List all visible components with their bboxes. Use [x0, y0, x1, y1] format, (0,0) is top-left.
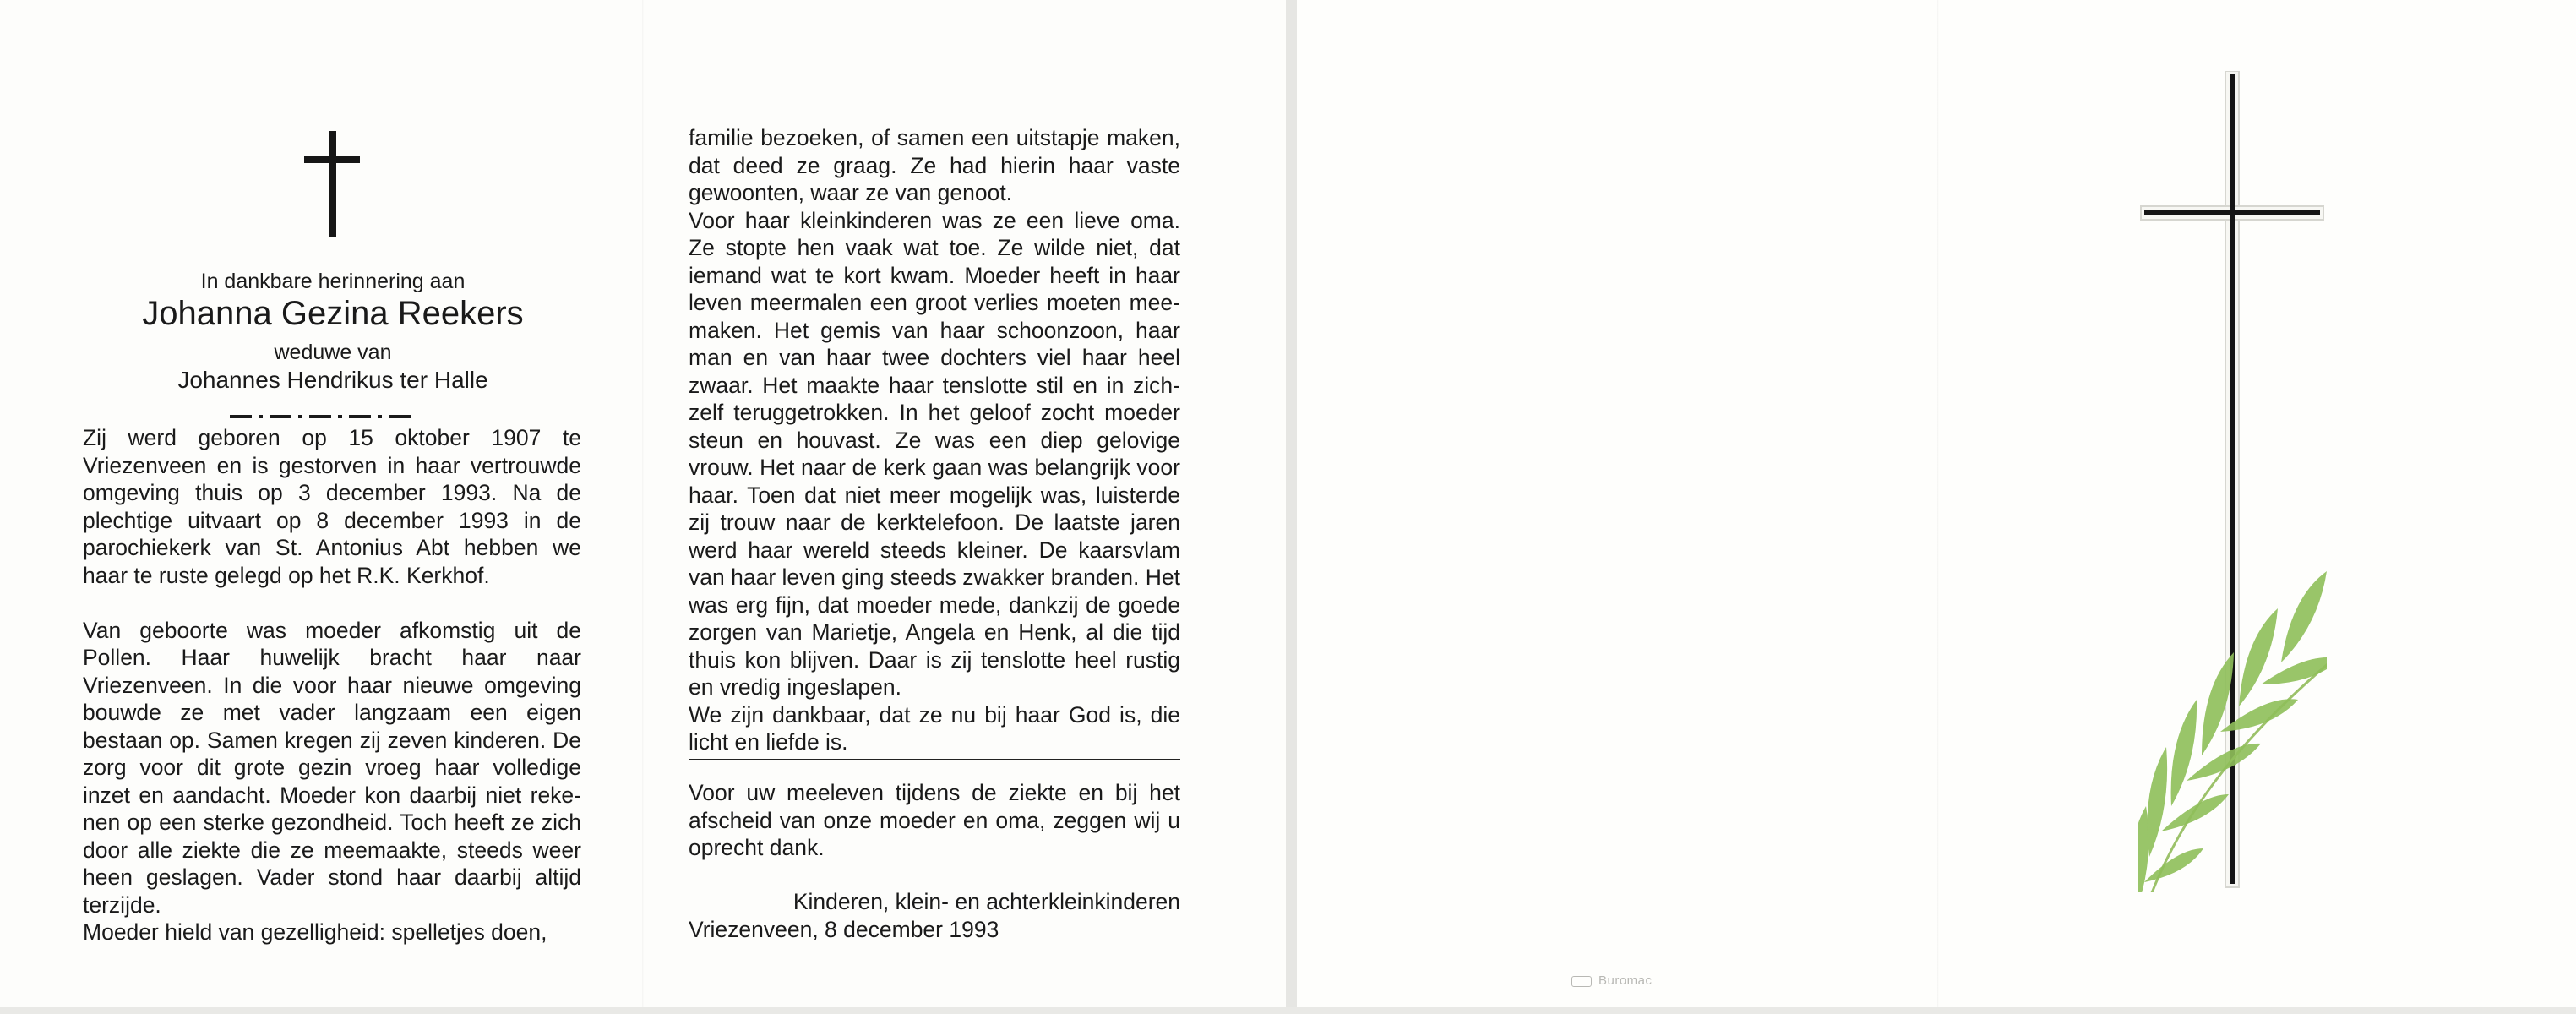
publisher-name: Buromac	[1598, 973, 1653, 988]
paragraph-gratitude: We zijn dankbaar, dat ze nu bij haar God is, die licht en liefde is.	[689, 701, 1180, 755]
cross-icon	[304, 131, 360, 237]
text-column-right	[689, 124, 1180, 756]
paragraph-birth: Zij werd geboren op 15 oktober 1907 te Vriezenveen en is gestorven in haar vertrouwde omgeving thuis op 3 december 1993. Na de plechtige uitvaart op 8 december 1993 in de parochiekerk van St. Antonius Abt hebben we haar te ruste gelegd op het R.K. Kerkhof.	[83, 425, 581, 588]
husband-name: Johannes Hendrikus ter Halle	[177, 367, 488, 393]
text-column-left	[83, 424, 581, 946]
widow-of-line: weduwe van	[274, 341, 392, 364]
cross-with-palm-icon	[2138, 71, 2327, 892]
intro-line: In dankbare herinnering aan	[200, 270, 466, 293]
publisher-mark	[1571, 973, 1653, 988]
paragraph-hobbies-end: familie bezoeken, of samen een uitstapje maken, dat deed ze graag. Ze had hierin haar vaste gewoonten, waar ze van genoot.	[689, 125, 1180, 205]
outer-fold	[1937, 0, 1939, 1007]
signature: Kinderen, klein- en achterkleinkinderen	[792, 889, 1180, 914]
divider-ornament	[230, 409, 433, 414]
place-date: Vriezenveen, 8 december 1993	[689, 917, 999, 942]
inner-fold	[642, 0, 644, 1007]
publisher-logo-icon	[1571, 976, 1592, 987]
deceased-name: Johanna Gezina Reekers	[142, 295, 524, 332]
paragraph-grandchildren: Voor haar kleinkinderen was ze een lieve oma. Ze stopte hen vaak wat toe. Ze wilde niet, dat iemand wat te kort kwam. Moeder heeft in haar leven meermalen een groot verlies moeten mee-maken. Het gemis van haar schoonzoon, haar man en van haar twee dochters viel haar heel zwaar. Het maakte haar tenslotte stil en in zich-zelf teruggetrokken. In het geloof zocht moeder steun en houvast. Ze was een diep gelovige vrouw. Het naar de kerk gaan was belangrijk voor haar. Toen dat niet meer mogelijk was, luisterde zij trouw naar de kerktelefoon. De laatste jaren werd haar wereld steeds kleiner. De kaarsvlam van haar leven ging steeds zwakker branden. Het was erg fijn, dat moeder mede, dankzij de goede zorgen van Marietje, Angela en Henk, al die tijd thuis kon blijven. Daar is zij tenslotte heel rustig en vredig ingeslapen.	[689, 207, 1180, 700]
paragraph-life: Van geboorte was moeder afkomstig uit de Pollen. Haar huwelijk bracht haar naar Vriezenveen. In die voor haar nieuwe omgeving bouwde ze met vader langzaam een eigen bestaan op. Samen kregen zij zeven kinderen. De zorg voor dit grote gezin vroeg haar volledige inzet en aandacht. Moeder kon daarbij niet reke-nen op een sterke gezondheid. Toch heeft ze zich door alle ziekte die ze meemaakte, steeds weer heen geslagen. Vader stond haar daarbij altijd terzijde.	[83, 617, 581, 918]
paragraph-hobbies-start: Moeder hield van gezelligheid: spelletjes doen,	[83, 919, 547, 945]
divider-line	[689, 759, 1180, 760]
outer-card	[1297, 0, 2576, 1007]
bottom-edge	[0, 1007, 2576, 1014]
card-gap	[1286, 0, 1297, 1014]
thanks-text: Voor uw meeleven tijdens de ziekte en bij het afscheid van onze moeder en oma, zeggen wij u oprecht dank.	[689, 780, 1180, 860]
